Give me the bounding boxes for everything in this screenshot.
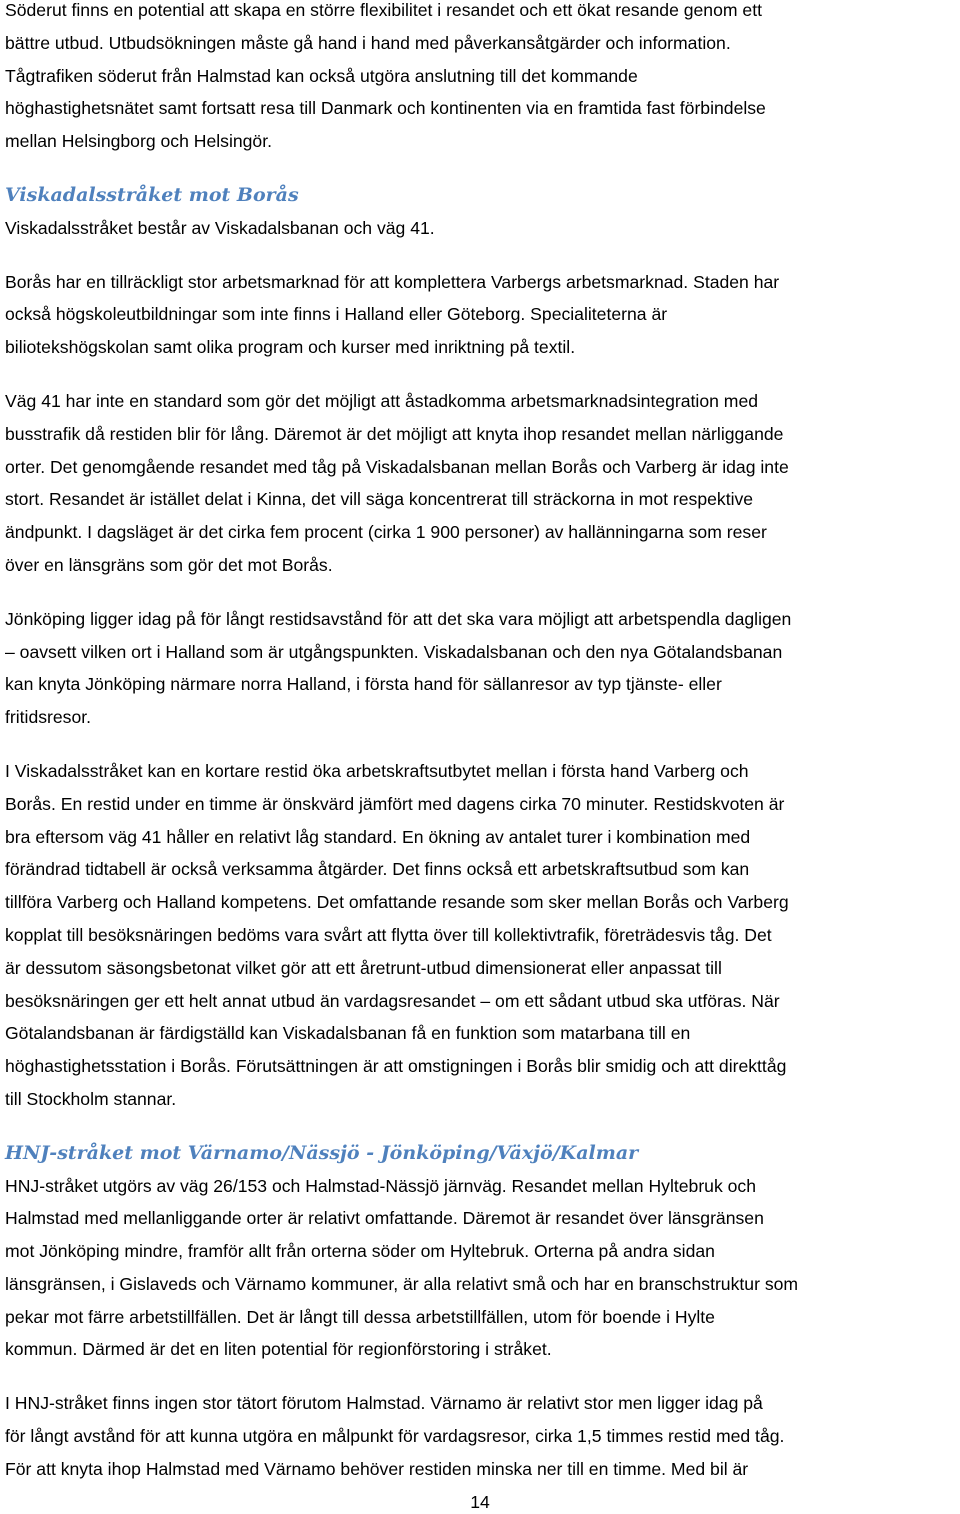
text-line: kan knyta Jönköping närmare norra Halland, i första hand för sällanresor av typ tjänste- eller <box>5 674 722 695</box>
paragraph <box>5 385 957 582</box>
text-line: busstrafik då restiden blir för lång. Däremot är det möjligt att knyta ihop resandet mellan närliggande <box>5 423 784 444</box>
text-line: Väg 41 har inte en standard som gör det möjligt att åstadkomma arbetsmarknadsintegration med <box>5 390 759 411</box>
paragraph <box>5 266 957 364</box>
text-line: Söderut finns en potential att skapa en större flexibilitet i resandet och ett ökat resande genom ett <box>5 0 762 20</box>
paragraph <box>5 1387 957 1485</box>
paragraph <box>5 1170 957 1367</box>
section-heading: HNJ-stråket mot Värnamo/Nässjö - Jönköping/Växjö/Kalmar <box>5 1141 639 1164</box>
text-line: Tågtrafiken söderut från Halmstad kan också utgöra anslutning till det kommande <box>5 65 638 86</box>
text-line: Viskadalsstråket består av Viskadalsbanan och väg 41. <box>5 217 435 238</box>
text-line: förändrad tidtabell är också verksamma åtgärder. Det finns också ett arbetskraftsutbud som kan <box>5 859 750 880</box>
text-line: mellan Helsingborg och Helsingör. <box>5 131 272 152</box>
text-line: Borås. En restid under en timme är önskvärd jämfört med dagens cirka 70 minuter. Restidskvoten är <box>5 793 785 814</box>
text-line: Borås har en tillräckligt stor arbetsmarknad för att komplettera Varbergs arbetsmarknad. Staden har <box>5 271 780 292</box>
text-line: För att knyta ihop Halmstad med Värnamo behöver restiden minska ner till en timme. Med bil är <box>5 1458 749 1479</box>
text-line: mot Jönköping mindre, framför allt från orterna söder om Hyltebruk. Orterna på andra sidan <box>5 1241 715 1262</box>
text-line: biliotekshögskolan samt olika program och kurser med inriktning på textil. <box>5 337 576 358</box>
text-line: höghastighetsnätet samt fortsatt resa till Danmark och kontinenten via en framtida fast förbindelse <box>5 98 766 119</box>
text-line: över en länsgräns som gör det mot Borås. <box>5 554 333 575</box>
text-line: ändpunkt. I dagsläget är det cirka fem procent (cirka 1 900 personer) av hallänningarna som reser <box>5 522 767 543</box>
text-line: Götalandsbanan är färdigställd kan Viskadalsbanan få en funktion som matarbana till en <box>5 1023 691 1044</box>
text-line: för långt avstånd för att kunna utgöra en målpunkt för vardagsresor, cirka 1,5 timmes restid med tåg. <box>5 1426 785 1447</box>
paragraph <box>5 603 957 734</box>
text-line: kommun. Därmed är det en liten potential för regionförstoring i stråket. <box>5 1339 552 1360</box>
section-heading: Viskadalsstråket mot Borås <box>5 183 299 206</box>
text-line: I HNJ-stråket finns ingen stor tätort förutom Halmstad. Värnamo är relativt stor men ligger idag på <box>5 1393 763 1414</box>
paragraph <box>5 755 957 1116</box>
text-line: Jönköping ligger idag på för långt restidsavstånd för att det ska vara möjligt att arbetspendla dagligen <box>5 608 792 629</box>
text-line: också högskoleutbildningar som inte finns i Halland eller Göteborg. Specialiteterna är <box>5 304 668 325</box>
text-line: I Viskadalsstråket kan en kortare restid öka arbetskraftsutbytet mellan i första hand Varberg och <box>5 760 749 781</box>
text-line: Halmstad med mellanliggande orter är relativt omfattande. Däremot är resandet över länsgränsen <box>5 1208 764 1229</box>
text-line: – oavsett vilken ort i Halland som är utgångspunkten. Viskadalsbanan och den nya Götalandsbanan <box>5 641 783 662</box>
text-line: besöksnäringen ger ett helt annat utbud än vardagsresandet – om ett sådant utbud ska utföras. När <box>5 990 780 1011</box>
text-line: fritidsresor. <box>5 707 92 728</box>
paragraph <box>5 0 957 158</box>
text-line: bättre utbud. Utbudsökningen måste gå hand i hand med påverkansåtgärder och information. <box>5 32 731 53</box>
text-line: stort. Resandet är istället delat i Kinna, det vill säga koncentrerat till sträckorna in mot respektive <box>5 489 754 510</box>
text-line: höghastighetsstation i Borås. Förutsättningen är att omstigningen i Borås blir smidig och att direkttåg <box>5 1056 787 1077</box>
text-line: bra eftersom väg 41 håller en relativt låg standard. En ökning av antalet turer i kombination med <box>5 826 751 847</box>
text-line: är dessutom säsongsbetonat vilket gör att ett åretrunt-utbud dimensionerat eller anpassat till <box>5 957 722 978</box>
text-line: till Stockholm stannar. <box>5 1088 177 1109</box>
page-number: 14 <box>470 1492 490 1512</box>
paragraph <box>5 212 957 245</box>
text-line: HNJ-stråket utgörs av väg 26/153 och Halmstad-Nässjö järnväg. Resandet mellan Hyltebruk och <box>5 1175 757 1196</box>
text-line: tillföra Varberg och Halland kompetens. Det omfattande resande som sker mellan Borås och Varberg <box>5 892 789 913</box>
text-line: kopplat till besöksnäringen bedöms vara svårt att flytta över till kollektivtrafik, företrädesvis tåg. Det <box>5 924 772 945</box>
text-line: orter. Det genomgående resandet med tåg på Viskadalsbanan mellan Borås och Varberg är idag inte <box>5 456 789 477</box>
text-line: länsgränsen, i Gislaveds och Värnamo kommuner, är alla relativt små och har en branschstruktur som <box>5 1273 799 1294</box>
text-line: pekar mot färre arbetstillfällen. Det är långt till dessa arbetstillfällen, utom för boende i Hylte <box>5 1306 715 1327</box>
document-body <box>5 0 957 1507</box>
